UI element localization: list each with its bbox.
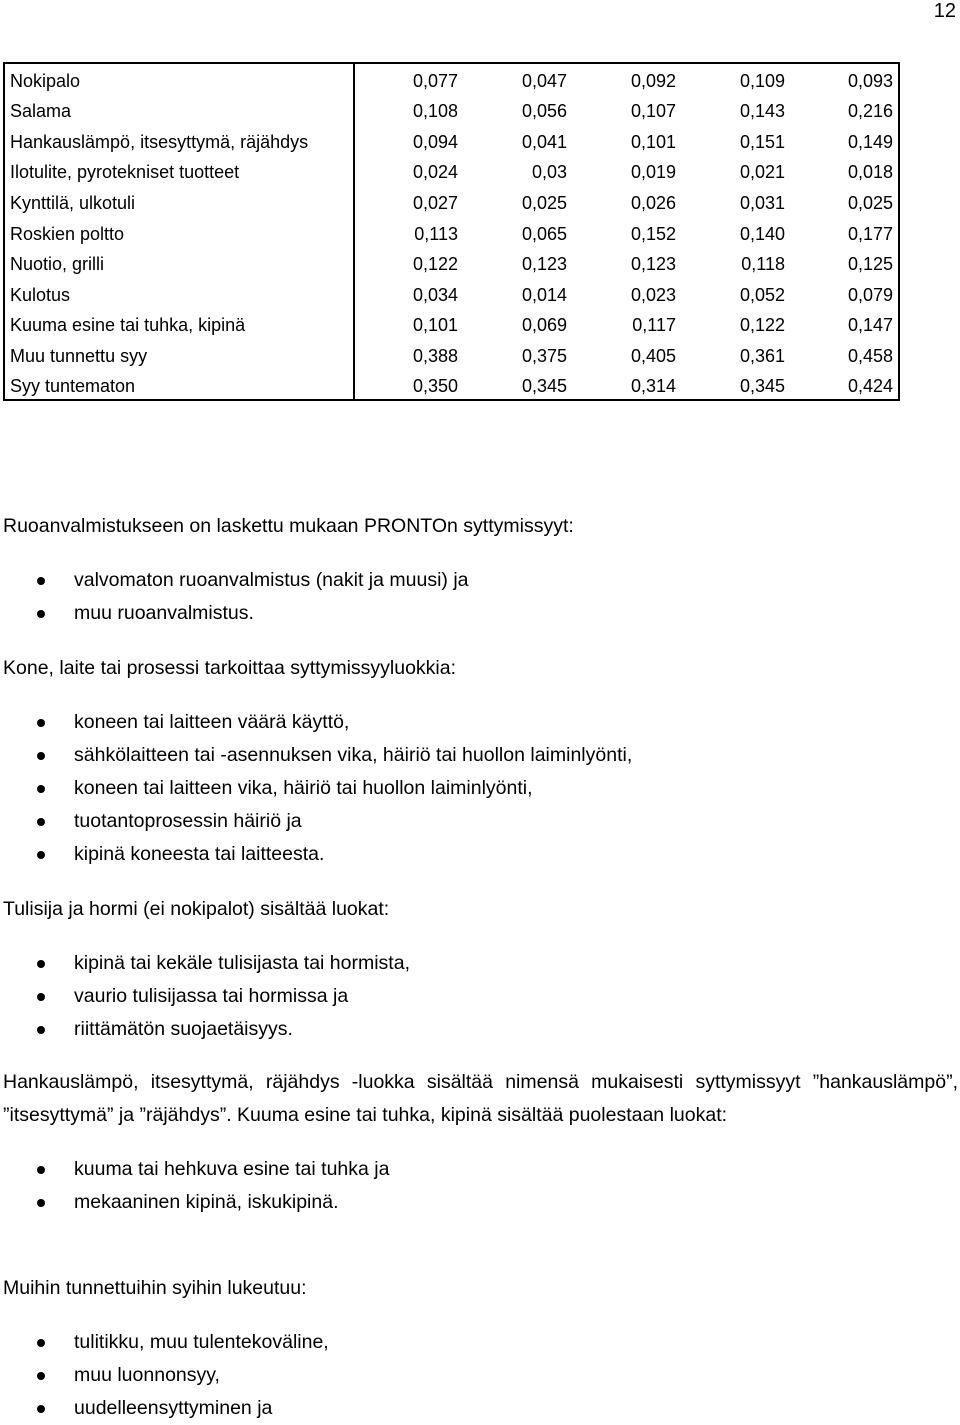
- list-item: muu ruoanvalmistus.: [3, 597, 958, 630]
- row-label: Nokipalo: [4, 63, 354, 94]
- fire-cause-table: [3, 62, 900, 401]
- table-cell: 0,375: [521, 345, 567, 366]
- table-row: [4, 185, 899, 216]
- table-cell: 0,113: [414, 223, 458, 244]
- section-machine-intro: Kone, laite tai prosessi tarkoittaa syttymissyyluokkia:: [3, 657, 457, 679]
- table-cell: 0,093: [790, 63, 899, 94]
- table-cell: 0,019: [630, 162, 676, 183]
- row-label: Roskien poltto: [4, 216, 354, 247]
- table-cell: 0,123: [630, 254, 676, 275]
- table-cell: 0,123: [521, 254, 567, 275]
- section-other-causes-intro: Muihin tunnettuihin syihin lukeutuu:: [3, 1277, 307, 1299]
- section-fireplace-intro: Tulisija ja hormi (ei nokipalot) sisältää luokat:: [3, 898, 390, 920]
- row-label: Nuotio, grilli: [4, 247, 354, 278]
- table-cell: 0,216: [790, 94, 899, 125]
- section-cooking-intro: Ruoanvalmistukseen on laskettu mukaan PRONTOn syttymissyyt:: [3, 515, 574, 537]
- table-cell: 0,143: [739, 101, 785, 122]
- table-cell: 0,021: [739, 162, 785, 183]
- section-cooking: [3, 510, 958, 630]
- table-cell: 0,025: [521, 192, 567, 213]
- table-cell: 0,405: [630, 345, 676, 366]
- section-friction-heat-intro: Hankauslämpö, itsesyttymä, räjähdys -luokka sisältää nimensä mukaisesti syttymissyyt ”hankauslämpö”, ”itsesyttymä” ja ”räjähdys”. Kuuma esine tai tuhka, kipinä sisältää puolestaan luokat:: [3, 1071, 958, 1126]
- table-cell: 0,023: [630, 284, 676, 305]
- table-cell: 0,118: [741, 254, 785, 275]
- table-row: [4, 155, 899, 186]
- table-cell: 0,125: [790, 247, 899, 278]
- list-item: tulitikku, muu tulentekoväline,: [3, 1326, 958, 1359]
- section-cooking-list: [3, 564, 958, 630]
- list-item: muu luonnonsyy,: [3, 1359, 958, 1392]
- table-cell: 0,345: [681, 369, 790, 400]
- table-cell: 0,424: [790, 369, 899, 400]
- table-cell: 0,034: [412, 284, 458, 305]
- table-body: [4, 63, 899, 400]
- table-cell: 0,025: [790, 185, 899, 216]
- table-cell: 0,149: [790, 124, 899, 155]
- table-cell: 0,024: [412, 162, 458, 183]
- list-item: riittämätön suojaetäisyys.: [3, 1013, 958, 1046]
- table-row: [4, 338, 899, 369]
- table-cell: 0,177: [790, 216, 899, 247]
- table-cell: 0,152: [630, 223, 676, 244]
- table-cell: 0,147: [790, 308, 899, 339]
- table-cell: 0,122: [412, 254, 458, 275]
- section-machine-list: [3, 706, 958, 871]
- table-cell: 0,117: [632, 315, 676, 336]
- table-cell: 0,101: [630, 131, 676, 152]
- list-item: vaurio tulisijassa tai hormissa ja: [3, 980, 958, 1013]
- row-label: Salama: [4, 94, 354, 125]
- section-fireplace-list: [3, 947, 958, 1046]
- table-cell: 0,101: [412, 315, 458, 336]
- row-label: Hankauslämpö, itsesyttymä, räjähdys: [4, 124, 354, 155]
- row-label: Ilotulite, pyrotekniset tuotteet: [4, 155, 354, 186]
- table-row: [4, 63, 899, 94]
- table-cell: 0,077: [354, 63, 463, 94]
- table-cell: 0,056: [521, 101, 567, 122]
- table-row: [4, 277, 899, 308]
- table-cell: 0,041: [521, 131, 567, 152]
- list-item: valvomaton ruoanvalmistus (nakit ja muusi) ja: [3, 564, 958, 597]
- list-item: uudelleensyttyminen ja: [3, 1392, 958, 1425]
- section-friction-heat: [3, 1066, 958, 1219]
- table-row: [4, 308, 899, 339]
- row-label: Kulotus: [4, 277, 354, 308]
- table-cell: 0,314: [572, 369, 681, 400]
- list-item: sähkölaitteen tai -asennuksen vika, häiriö tai huollon laiminlyönti,: [3, 739, 958, 772]
- list-item: kipinä tai kekäle tulisijasta tai hormista,: [3, 947, 958, 980]
- table-cell: 0,361: [739, 345, 785, 366]
- table-cell: 0,122: [739, 315, 785, 336]
- table-cell: 0,107: [630, 101, 676, 122]
- table-cell: 0,03: [531, 162, 567, 183]
- section-other-causes-list: [3, 1326, 958, 1425]
- table-cell: 0,027: [412, 192, 458, 213]
- row-label: Muu tunnettu syy: [4, 338, 354, 369]
- table-row: [4, 124, 899, 155]
- list-item: kuuma tai hehkuva esine tai tuhka ja: [3, 1153, 958, 1186]
- table-cell: 0,079: [790, 277, 899, 308]
- table-cell: 0,151: [739, 131, 785, 152]
- table-cell: 0,388: [412, 345, 458, 366]
- table-cell: 0,092: [572, 63, 681, 94]
- table-cell: 0,026: [630, 192, 676, 213]
- row-label: Syy tuntematon: [4, 369, 354, 400]
- table-cell: 0,109: [681, 63, 790, 94]
- table-cell: 0,014: [521, 284, 567, 305]
- list-item: koneen tai laitteen väärä käyttö,: [3, 706, 958, 739]
- section-friction-heat-list: [3, 1153, 958, 1219]
- table-cell: 0,031: [739, 192, 785, 213]
- table-row: [4, 94, 899, 125]
- table-cell: 0,069: [521, 315, 567, 336]
- table-cell: 0,108: [412, 101, 458, 122]
- section-fireplace: [3, 893, 958, 1046]
- list-item: kipinä koneesta tai laitteesta.: [3, 838, 958, 871]
- table-cell: 0,094: [412, 131, 458, 152]
- row-label: Kynttilä, ulkotuli: [4, 185, 354, 216]
- table-cell: 0,052: [739, 284, 785, 305]
- table-row: [4, 216, 899, 247]
- section-other-causes: [3, 1272, 958, 1425]
- table-row: [4, 247, 899, 278]
- list-item: mekaaninen kipinä, iskukipinä.: [3, 1186, 958, 1219]
- table-cell: 0,065: [521, 223, 567, 244]
- table-cell: 0,458: [790, 338, 899, 369]
- table-cell: 0,350: [354, 369, 463, 400]
- table-cell: 0,047: [463, 63, 572, 94]
- table-cell: 0,140: [739, 223, 785, 244]
- section-machine: [3, 652, 958, 871]
- table-row: [4, 369, 899, 400]
- list-item: tuotantoprosessin häiriö ja: [3, 805, 958, 838]
- page-number: 12: [933, 0, 956, 22]
- row-label: Kuuma esine tai tuhka, kipinä: [4, 308, 354, 339]
- table-cell: 0,018: [790, 155, 899, 186]
- table-cell: 0,345: [463, 369, 572, 400]
- list-item: koneen tai laitteen vika, häiriö tai huollon laiminlyönti,: [3, 772, 958, 805]
